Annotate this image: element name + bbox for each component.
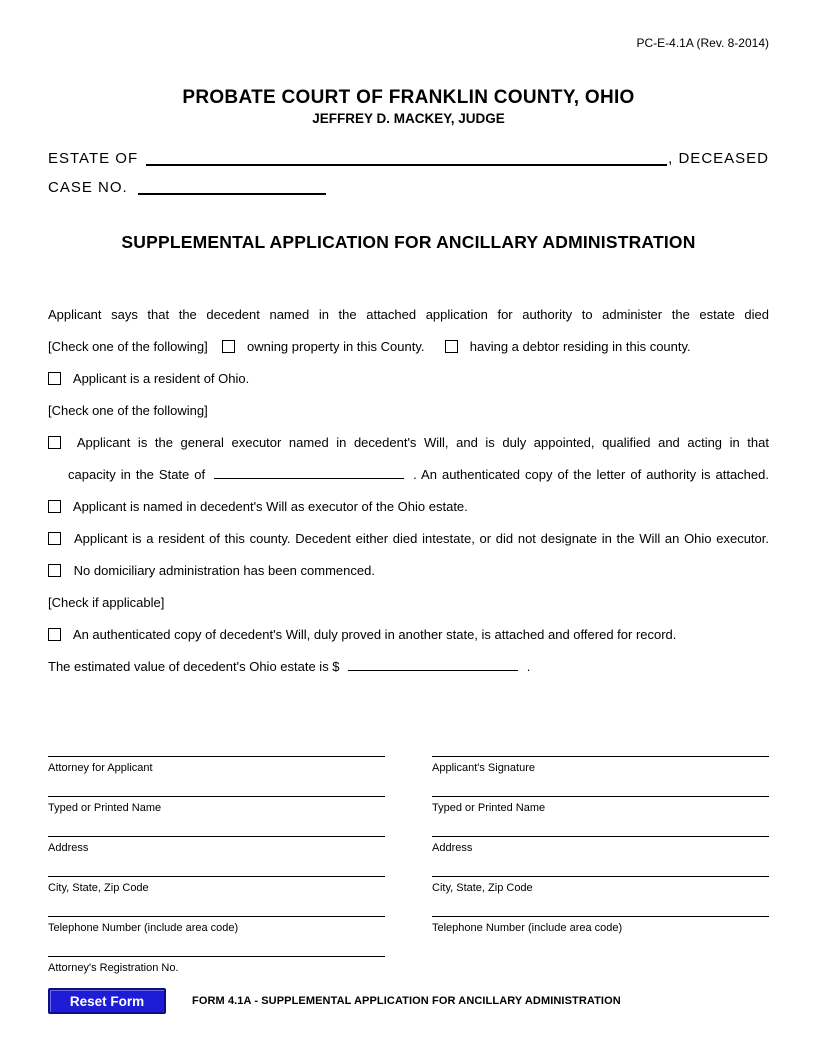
attorney-signature-row — [48, 756, 385, 796]
check-one-label-1: [Check one of the following] — [48, 339, 208, 354]
named-in-will-label: Applicant is named in decedent's Will as executor of the Ohio estate. — [72, 499, 468, 514]
case-number-row — [48, 178, 769, 198]
named-in-will-checkbox[interactable] — [48, 500, 61, 513]
check-if-applicable-label: [Check if applicable] — [48, 595, 165, 610]
debtor-residing-checkbox[interactable] — [445, 340, 458, 353]
no-domiciliary-row — [48, 555, 769, 587]
applicant-address-row — [432, 836, 769, 876]
named-in-will-row — [48, 491, 769, 523]
attorney-signature-column — [48, 756, 385, 975]
authenticated-copy-checkbox[interactable] — [48, 628, 61, 641]
deceased-label: , DECEASED — [668, 150, 769, 167]
estate-name-field[interactable] — [146, 164, 667, 166]
attorney-address-row — [48, 836, 385, 876]
applicant-city-label: City, State, Zip Code — [432, 882, 533, 894]
applicant-signature-row — [432, 756, 769, 796]
footer-form-label: FORM 4.1A - SUPPLEMENTAL APPLICATION FOR ANCILLARY ADMINISTRATION — [192, 995, 621, 1007]
estate-of-label: ESTATE OF — [48, 150, 139, 167]
capacity-state-row — [48, 459, 769, 491]
applicant-phone-label: Telephone Number (include area code) — [432, 922, 623, 934]
check-one-label-2: [Check one of the following] — [48, 403, 208, 418]
applicant-name-label: Typed or Printed Name — [432, 802, 546, 814]
attorney-city-row — [48, 876, 385, 916]
case-number-field[interactable] — [138, 193, 326, 195]
attorney-city-label: City, State, Zip Code — [48, 882, 149, 894]
case-no-label: CASE NO. — [48, 179, 128, 196]
authenticated-copy-label: An authenticated copy of decedent's Will, duly proved in another state, is attached and offered for record. — [72, 627, 677, 642]
no-domiciliary-label: No domiciliary administration has been commenced. — [73, 563, 375, 578]
applicant-city-row — [432, 876, 769, 916]
signature-section — [48, 756, 769, 975]
resident-of-ohio-row — [48, 363, 769, 395]
estate-of-row — [48, 149, 769, 169]
capacity-prefix: capacity in the State of — [68, 467, 206, 482]
reset-form-button[interactable]: Reset Form — [48, 988, 166, 1014]
applicant-name-row — [432, 796, 769, 836]
general-executor-text: Applicant is the general executor named in decedent's Will, and is duly appointed, qualified and acting in that — [76, 435, 769, 450]
authenticated-copy-row — [48, 619, 769, 651]
check-one-options-row — [48, 331, 769, 363]
capacity-suffix: . An authenticated copy of the letter of authority is attached. — [413, 467, 769, 482]
attorney-registration-row — [48, 956, 385, 975]
intro-statement: Applicant says that the decedent named in the attached application for authority to administer the estate died — [48, 307, 769, 322]
county-resident-row — [48, 523, 769, 555]
resident-of-ohio-checkbox[interactable] — [48, 372, 61, 385]
attorney-name-row — [48, 796, 385, 836]
form-body — [48, 299, 769, 683]
check-if-applicable-row — [48, 587, 769, 619]
estimated-value-row — [48, 651, 769, 683]
state-field[interactable] — [214, 467, 404, 479]
county-resident-label: Applicant is a resident of this county. Decedent either died intestate, or did not designate in the Will an Ohio executor. — [73, 531, 769, 546]
applicant-address-label: Address — [432, 842, 473, 854]
estimated-value-suffix: . — [526, 659, 531, 674]
applicant-signature-column — [432, 756, 769, 975]
court-title: PROBATE COURT OF FRANKLIN COUNTY, OHIO — [182, 87, 635, 108]
check-one-label-2-row — [48, 395, 769, 427]
attorney-registration-label: Attorney's Registration No. — [48, 962, 179, 974]
owning-property-checkbox[interactable] — [222, 340, 235, 353]
attorney-name-label: Typed or Printed Name — [48, 802, 162, 814]
general-executor-row — [48, 427, 769, 459]
owning-property-label: owning property in this County. — [246, 339, 425, 354]
general-executor-checkbox[interactable] — [48, 436, 61, 449]
form-revision-code: PC-E-4.1A (Rev. 8-2014) — [636, 36, 769, 50]
attorney-address-label: Address — [48, 842, 89, 854]
applicant-phone-row — [432, 916, 769, 935]
judge-name: JEFFREY D. MACKEY, JUDGE — [312, 111, 505, 126]
attorney-signature-label: Attorney for Applicant — [48, 762, 153, 774]
county-resident-checkbox[interactable] — [48, 532, 61, 545]
form-title: SUPPLEMENTAL APPLICATION FOR ANCILLARY ADMINISTRATION — [121, 232, 696, 252]
applicant-signature-label: Applicant's Signature — [432, 762, 535, 774]
form-footer — [48, 988, 769, 1014]
no-domiciliary-checkbox[interactable] — [48, 564, 61, 577]
attorney-phone-label: Telephone Number (include area code) — [48, 922, 239, 934]
estimated-value-field[interactable] — [348, 659, 518, 671]
attorney-phone-row — [48, 916, 385, 956]
resident-of-ohio-label: Applicant is a resident of Ohio. — [72, 371, 250, 386]
debtor-residing-label: having a debtor residing in this county. — [469, 339, 691, 354]
estimated-value-prefix: The estimated value of decedent's Ohio estate is $ — [48, 659, 340, 674]
